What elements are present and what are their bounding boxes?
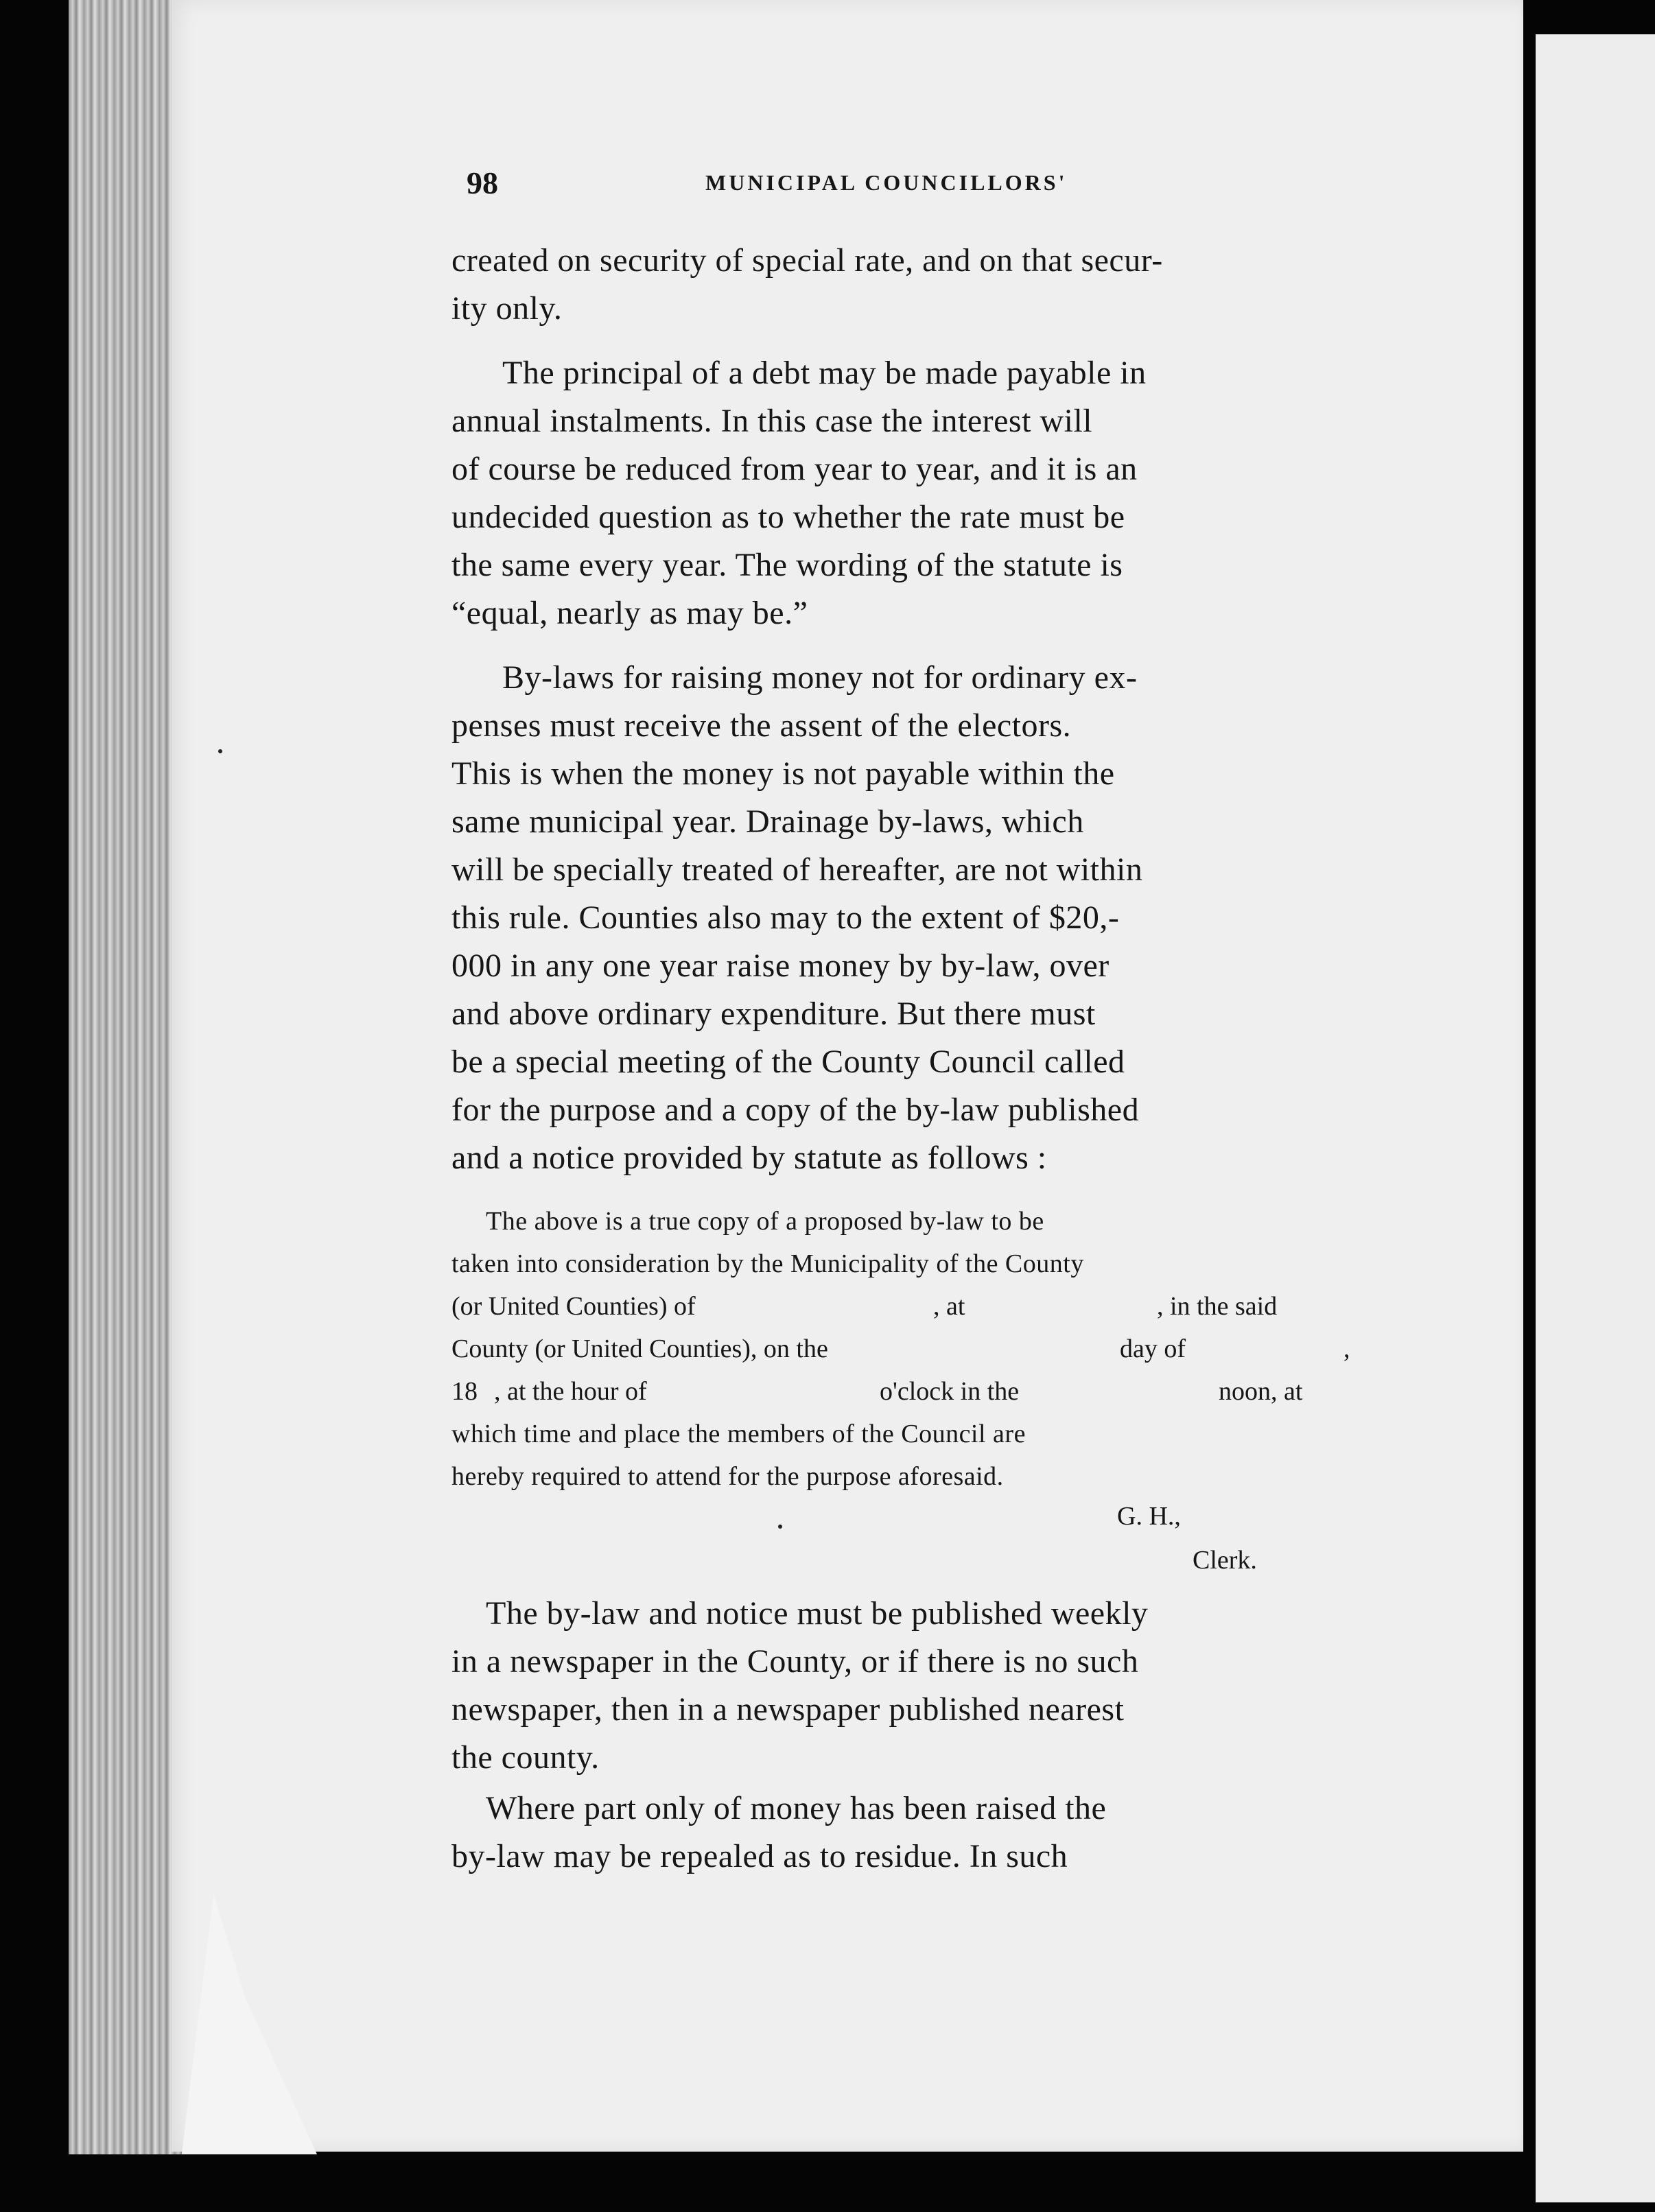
body-line: for the purpose and a copy of the by-law published	[451, 1092, 1140, 1128]
body-line: This is when the money is not payable within the	[451, 755, 1115, 792]
body-line: annual instalments. In this case the interest will	[451, 403, 1093, 439]
body-line: in a newspaper in the County, or if there is no such	[451, 1643, 1139, 1680]
notice-line: which time and place the members of the Council are	[451, 1420, 1026, 1448]
body-line: the county.	[451, 1739, 600, 1776]
notice-text: ,	[1343, 1334, 1350, 1363]
body-line: be a special meeting of the County Council called	[451, 1044, 1125, 1080]
body-line: Where part only of money has been raised the	[486, 1790, 1107, 1826]
body-line: by-law may be repealed as to residue. In such	[451, 1838, 1068, 1874]
notice-form-line	[451, 1332, 1357, 1365]
body-line: The by-law and notice must be published weekly	[486, 1595, 1149, 1632]
body-line: penses must receive the assent of the electors.	[451, 707, 1072, 744]
notice-text: County (or United Counties), on the	[451, 1334, 828, 1363]
running-head: MUNICIPAL COUNCILLORS'	[705, 170, 1068, 195]
notice-form-line	[451, 1290, 1357, 1323]
stray-mark	[218, 749, 222, 753]
body-line: undecided question as to whether the rate must be	[451, 499, 1125, 535]
notice-text: noon, at	[1219, 1377, 1303, 1406]
body-line: and above ordinary expenditure. But there must	[451, 996, 1096, 1032]
notice-line: hereby required to attend for the purpose aforesaid.	[451, 1462, 1004, 1491]
body-line: 000 in any one year raise money by by-law, over	[451, 948, 1110, 984]
body-line: By-laws for raising money not for ordinary ex-	[502, 659, 1138, 696]
body-line: of course be reduced from year to year, and it is an	[451, 451, 1138, 487]
notice-text: 18	[451, 1377, 478, 1406]
body-line: the same every year. The wording of the statute is	[451, 547, 1123, 583]
notice-text: o'clock in the	[880, 1377, 1020, 1406]
page-header	[451, 165, 1138, 213]
body-line: newspaper, then in a newspaper published nearest	[451, 1691, 1125, 1728]
body-line: and a notice provided by statute as follows :	[451, 1140, 1047, 1176]
signature-name: G. H.,	[1117, 1502, 1181, 1531]
page-number: 98	[467, 165, 498, 200]
notice-line: The above is a true copy of a proposed by-law to be	[486, 1207, 1044, 1236]
body-line: ity only.	[451, 290, 563, 327]
signature-title: Clerk.	[1193, 1546, 1257, 1575]
stray-mark	[778, 1525, 782, 1529]
notice-text: , in the said	[1157, 1292, 1278, 1321]
notice-text: , at	[933, 1292, 965, 1321]
body-line: “equal, nearly as may be.”	[451, 595, 808, 631]
facing-page-strip	[1536, 34, 1655, 2202]
notice-text: , at the hour of	[494, 1377, 647, 1406]
notice-text: day of	[1120, 1334, 1186, 1363]
notice-line: taken into consideration by the Municipality of the County	[451, 1249, 1084, 1278]
body-line: same municipal year. Drainage by-laws, which	[451, 803, 1084, 840]
body-line: this rule. Counties also may to the extent of $20,-	[451, 899, 1120, 936]
body-line: will be specially treated of hereafter, are not within	[451, 851, 1143, 888]
body-line: created on security of special rate, and on that secur-	[451, 242, 1163, 279]
body-line: The principal of a debt may be made payable in	[502, 355, 1147, 391]
notice-text: (or United Counties) of	[451, 1292, 696, 1321]
notice-form-line	[451, 1375, 1357, 1408]
